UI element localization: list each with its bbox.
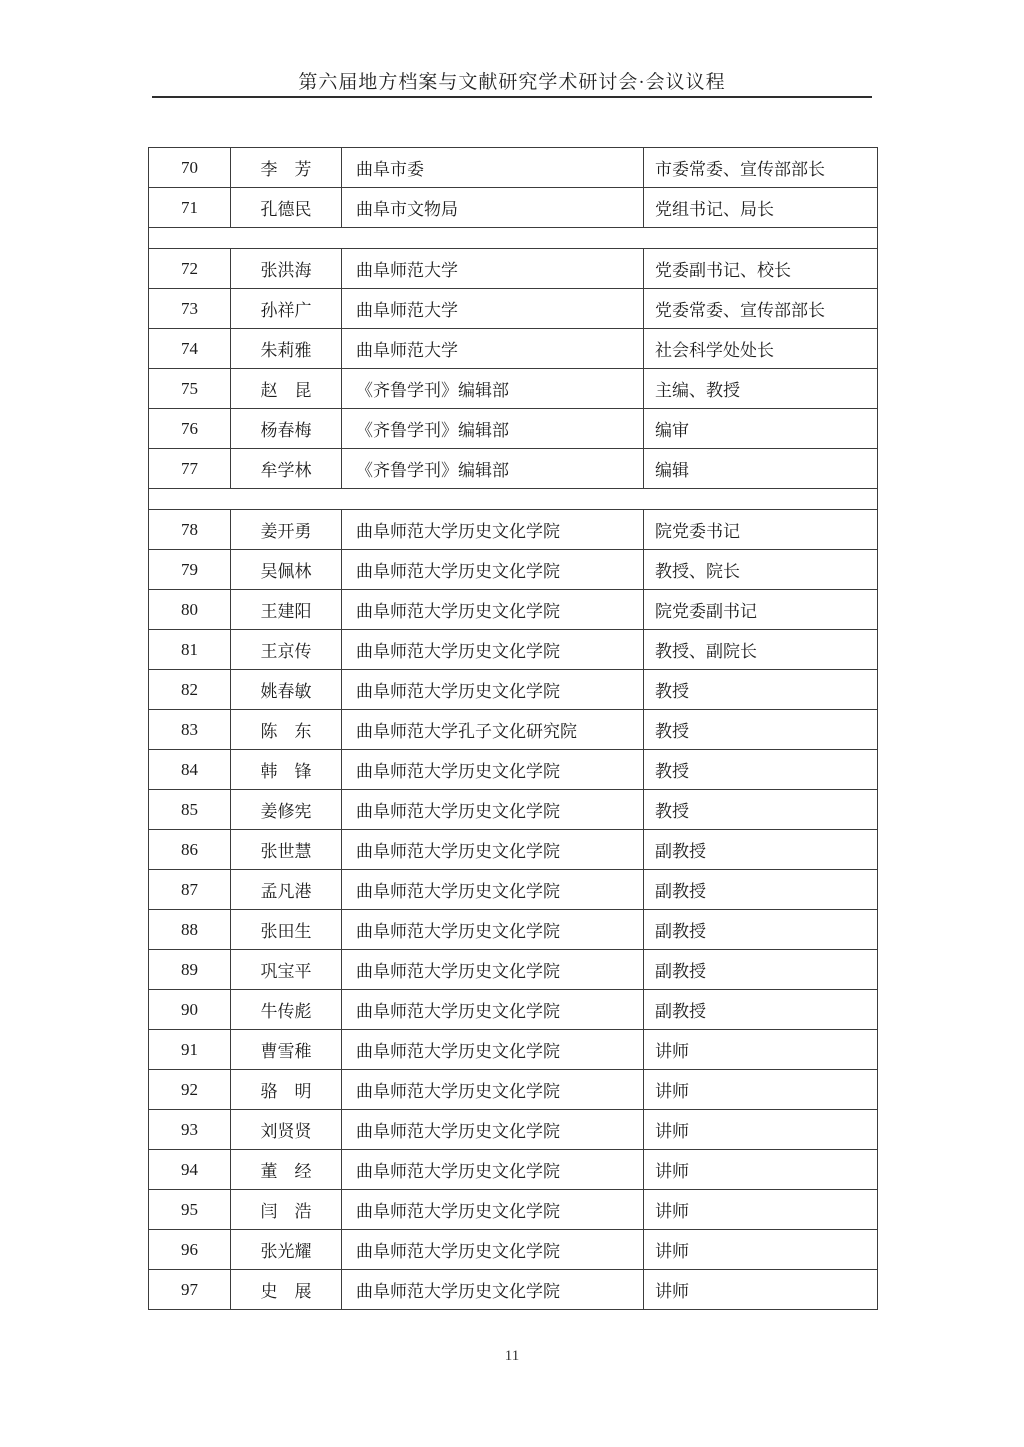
cell-org: 《齐鲁学刊》编辑部 xyxy=(342,369,644,408)
cell-org: 曲阜师范大学历史文化学院 xyxy=(342,990,644,1029)
cell-no: 97 xyxy=(149,1270,231,1309)
cell-title: 副教授 xyxy=(655,842,706,861)
cell-org: 曲阜师范大学历史文化学院 xyxy=(342,1030,644,1069)
cell-no: 88 xyxy=(149,910,231,949)
cell-title: 社会科学处处长 xyxy=(655,341,774,360)
cell-title: 教授 xyxy=(655,802,689,821)
cell-no: 82 xyxy=(149,670,231,709)
table-row xyxy=(149,510,877,550)
table-row xyxy=(149,1230,877,1270)
cell-no: 85 xyxy=(149,790,231,829)
cell-no: 83 xyxy=(149,710,231,749)
cell-org: 曲阜师范大学 xyxy=(342,249,644,288)
cell-no: 96 xyxy=(149,1230,231,1269)
cell-name: 张洪海 xyxy=(231,249,342,288)
cell-org: 曲阜师范大学历史文化学院 xyxy=(342,1070,644,1109)
cell-name: 牟学林 xyxy=(231,449,342,488)
cell-org: 《齐鲁学刊》编辑部 xyxy=(342,409,644,448)
cell-title: 讲师 xyxy=(655,1282,689,1301)
table-row xyxy=(149,870,877,910)
cell-title: 讲师 xyxy=(655,1082,689,1101)
table-spacer-row xyxy=(149,489,877,510)
cell-name: 姚春敏 xyxy=(231,670,342,709)
table-spacer-row xyxy=(149,228,877,249)
table-row xyxy=(149,1270,877,1309)
cell-title: 编辑 xyxy=(655,461,689,480)
cell-title: 教授、院长 xyxy=(655,562,740,581)
table-row xyxy=(149,369,877,409)
table-row xyxy=(149,148,877,188)
cell-name: 王建阳 xyxy=(231,590,342,629)
cell-title: 党委副书记、校长 xyxy=(655,261,791,280)
cell-title: 副教授 xyxy=(655,1002,706,1021)
table-row xyxy=(149,188,877,228)
cell-no: 91 xyxy=(149,1030,231,1069)
cell-no: 95 xyxy=(149,1190,231,1229)
cell-name: 姜开勇 xyxy=(231,510,342,549)
table-row xyxy=(149,550,877,590)
table-row xyxy=(149,409,877,449)
cell-no: 78 xyxy=(149,510,231,549)
table-row xyxy=(149,1030,877,1070)
table-row xyxy=(149,910,877,950)
table-row xyxy=(149,990,877,1030)
cell-org: 曲阜师范大学历史文化学院 xyxy=(342,670,644,709)
cell-name: 王京传 xyxy=(231,630,342,669)
cell-org: 曲阜市委 xyxy=(342,148,644,187)
cell-name: 杨春梅 xyxy=(231,409,342,448)
table-row xyxy=(149,670,877,710)
table-row xyxy=(149,329,877,369)
cell-no: 87 xyxy=(149,870,231,909)
cell-no: 84 xyxy=(149,750,231,789)
cell-name: 孟凡港 xyxy=(231,870,342,909)
table-row xyxy=(149,590,877,630)
cell-org: 曲阜师范大学历史文化学院 xyxy=(342,790,644,829)
header-rule xyxy=(152,96,872,98)
cell-name: 牛传彪 xyxy=(231,990,342,1029)
cell-name: 朱莉雅 xyxy=(231,329,342,368)
cell-org: 曲阜师范大学历史文化学院 xyxy=(342,1230,644,1269)
cell-no: 80 xyxy=(149,590,231,629)
cell-name: 张田生 xyxy=(231,910,342,949)
cell-no: 94 xyxy=(149,1150,231,1189)
cell-no: 70 xyxy=(149,148,231,187)
cell-org: 曲阜师范大学历史文化学院 xyxy=(342,1110,644,1149)
cell-org: 曲阜师范大学孔子文化研究院 xyxy=(342,710,644,749)
table-row xyxy=(149,750,877,790)
cell-no: 90 xyxy=(149,990,231,1029)
table-row xyxy=(149,289,877,329)
cell-title: 讲师 xyxy=(655,1162,689,1181)
cell-org: 曲阜师范大学历史文化学院 xyxy=(342,910,644,949)
cell-title: 教授 xyxy=(655,722,689,741)
cell-title: 院党委书记 xyxy=(655,522,740,541)
cell-org: 曲阜师范大学历史文化学院 xyxy=(342,550,644,589)
cell-org: 曲阜师范大学 xyxy=(342,289,644,328)
cell-org: 曲阜师范大学历史文化学院 xyxy=(342,950,644,989)
cell-no: 77 xyxy=(149,449,231,488)
cell-no: 79 xyxy=(149,550,231,589)
cell-no: 93 xyxy=(149,1110,231,1149)
page-header-title: 第六届地方档案与文献研究学术研讨会·会议议程 xyxy=(298,72,726,93)
cell-title: 市委常委、宣传部部长 xyxy=(655,160,825,179)
cell-title: 副教授 xyxy=(655,962,706,981)
cell-name: 赵 昆 xyxy=(231,369,342,408)
cell-name: 骆 明 xyxy=(231,1070,342,1109)
cell-title: 教授 xyxy=(655,762,689,781)
cell-name: 刘贤贤 xyxy=(231,1110,342,1149)
cell-org: 曲阜师范大学历史文化学院 xyxy=(342,1190,644,1229)
table-row xyxy=(149,249,877,289)
cell-org: 曲阜师范大学历史文化学院 xyxy=(342,510,644,549)
cell-no: 71 xyxy=(149,188,231,227)
cell-no: 74 xyxy=(149,329,231,368)
table-row xyxy=(149,1070,877,1110)
cell-org: 曲阜师范大学历史文化学院 xyxy=(342,750,644,789)
cell-no: 76 xyxy=(149,409,231,448)
cell-title: 讲师 xyxy=(655,1242,689,1261)
cell-title: 副教授 xyxy=(655,882,706,901)
cell-no: 89 xyxy=(149,950,231,989)
cell-title: 副教授 xyxy=(655,922,706,941)
cell-no: 81 xyxy=(149,630,231,669)
cell-no: 75 xyxy=(149,369,231,408)
cell-title: 讲师 xyxy=(655,1202,689,1221)
page-number: 11 xyxy=(504,1348,520,1364)
cell-no: 72 xyxy=(149,249,231,288)
cell-name: 姜修宪 xyxy=(231,790,342,829)
cell-no: 86 xyxy=(149,830,231,869)
cell-title: 编审 xyxy=(655,421,689,440)
cell-org: 曲阜师范大学历史文化学院 xyxy=(342,830,644,869)
table-row xyxy=(149,950,877,990)
cell-name: 董 经 xyxy=(231,1150,342,1189)
cell-title: 讲师 xyxy=(655,1122,689,1141)
cell-name: 张世慧 xyxy=(231,830,342,869)
table-row xyxy=(149,1150,877,1190)
cell-title: 教授、副院长 xyxy=(655,642,757,661)
cell-org: 曲阜师范大学历史文化学院 xyxy=(342,1270,644,1309)
table-row xyxy=(149,449,877,489)
cell-title: 教授 xyxy=(655,682,689,701)
cell-title: 主编、教授 xyxy=(655,381,740,400)
table-row xyxy=(149,830,877,870)
cell-org: 曲阜师范大学历史文化学院 xyxy=(342,870,644,909)
cell-title: 党组书记、局长 xyxy=(655,200,774,219)
table-row xyxy=(149,790,877,830)
cell-name: 张光耀 xyxy=(231,1230,342,1269)
cell-org: 曲阜师范大学历史文化学院 xyxy=(342,1150,644,1189)
cell-org: 曲阜师范大学历史文化学院 xyxy=(342,630,644,669)
cell-name: 孙祥广 xyxy=(231,289,342,328)
participants-table xyxy=(148,147,878,1310)
cell-org: 《齐鲁学刊》编辑部 xyxy=(342,449,644,488)
cell-name: 韩 锋 xyxy=(231,750,342,789)
cell-no: 92 xyxy=(149,1070,231,1109)
table-row xyxy=(149,710,877,750)
cell-name: 陈 东 xyxy=(231,710,342,749)
cell-name: 孔德民 xyxy=(231,188,342,227)
cell-org: 曲阜师范大学 xyxy=(342,329,644,368)
cell-title: 讲师 xyxy=(655,1042,689,1061)
cell-no: 73 xyxy=(149,289,231,328)
cell-org: 曲阜师范大学历史文化学院 xyxy=(342,590,644,629)
cell-name: 李 芳 xyxy=(231,148,342,187)
cell-name: 曹雪稚 xyxy=(231,1030,342,1069)
cell-org: 曲阜市文物局 xyxy=(342,188,644,227)
cell-name: 巩宝平 xyxy=(231,950,342,989)
cell-name: 史 展 xyxy=(231,1270,342,1309)
cell-name: 吴佩林 xyxy=(231,550,342,589)
table-row xyxy=(149,1190,877,1230)
cell-name: 闫 浩 xyxy=(231,1190,342,1229)
table-row xyxy=(149,630,877,670)
cell-title: 党委常委、宣传部部长 xyxy=(655,301,825,320)
cell-title: 院党委副书记 xyxy=(655,602,757,621)
table-row xyxy=(149,1110,877,1150)
